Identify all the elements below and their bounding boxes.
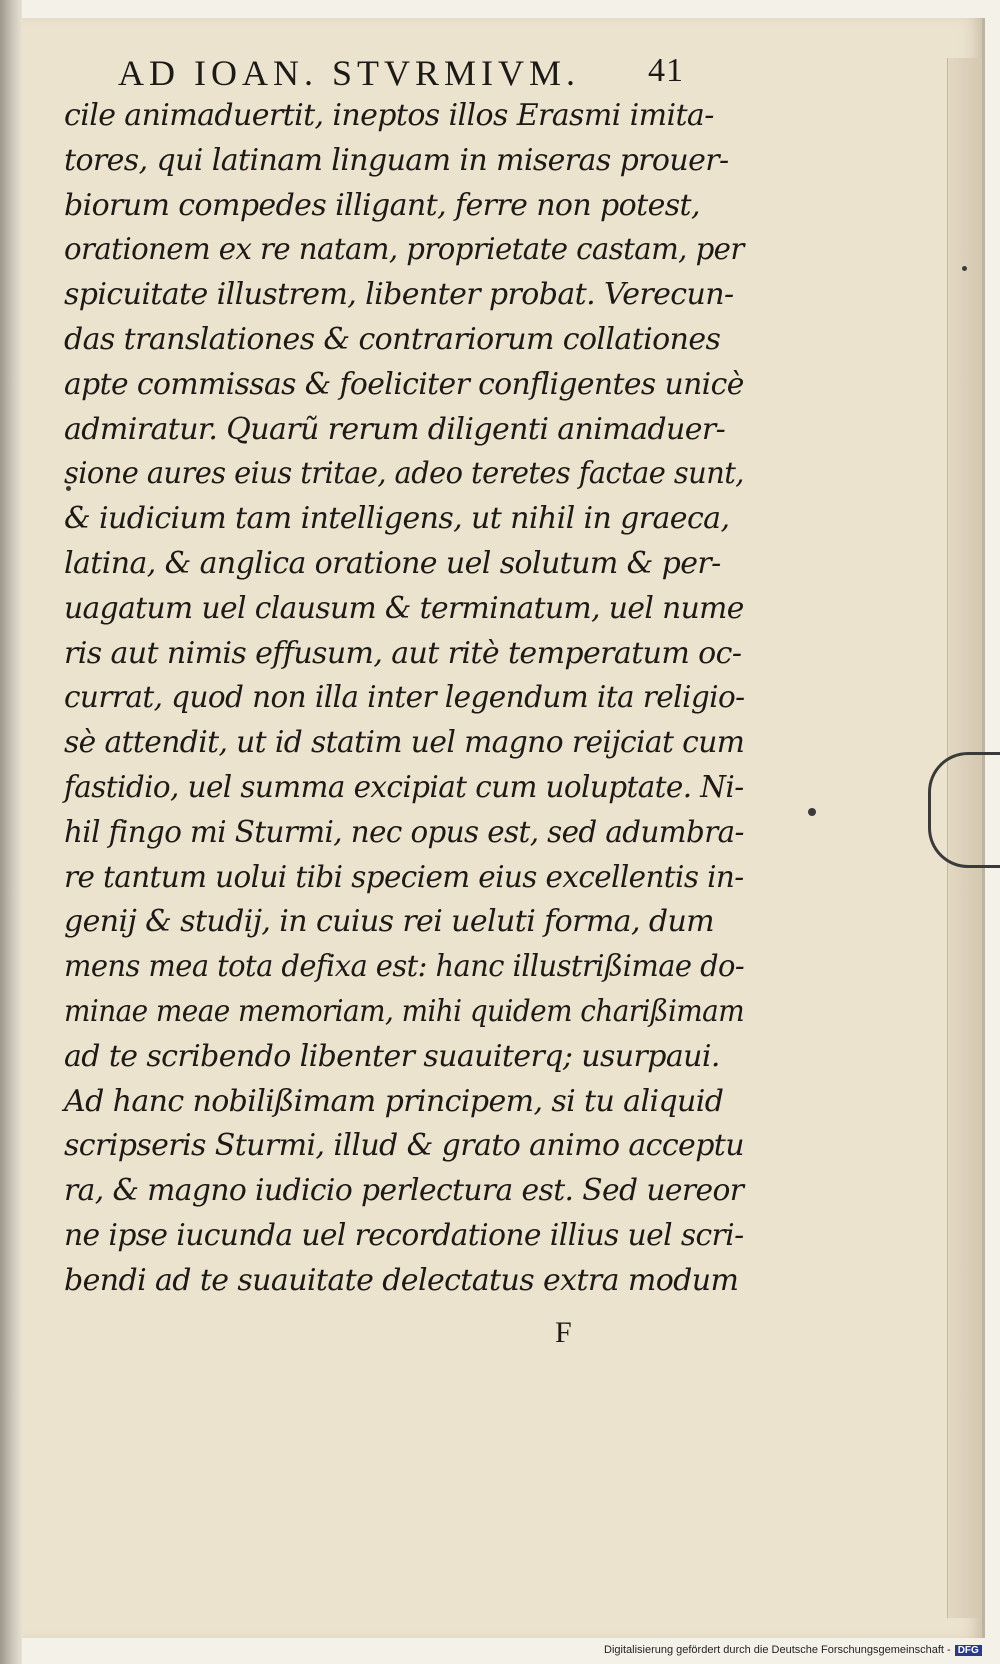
text-line: admiratur. Quarũ rerum diligenti animaduer- [64,411,726,447]
text-line: biorum compedes illigant, ferre non potest, [64,187,700,223]
text-line: sione aures eius tritae, adeo teretes factae sunt, [64,456,744,492]
text-line: spicuitate illustrem, libenter probat. Verecun- [64,277,734,313]
text-line: orationem ex re natam, proprietate castam, per [64,232,744,268]
dfg-logo: DFG [955,1645,982,1656]
book-gutter [0,0,22,1664]
text-line: das translationes & contrariorum collationes [64,321,721,357]
page-clip [928,752,1000,868]
ink-speck [962,266,967,271]
text-line: tores, qui latinam linguam in miseras prouer- [64,142,729,178]
text-line: fastidio, uel summa excipiat cum uoluptate. Ni- [64,769,744,805]
text-line: apte commissas & foeliciter confligentes unicè [64,366,744,402]
text-line: hil fingo mi Sturmi, nec opus est, sed adumbra- [64,814,744,850]
text-line: cile animaduertit, ineptos illos Erasmi imita- [64,98,714,133]
digitization-credit [604,1644,982,1656]
text-line: currat, quod non illa inter legendum ita religio- [64,680,745,716]
text-line: bendi ad te suauitate delectatus extra modum [64,1262,739,1298]
text-line: re tantum uolui tibi speciem eius excellentis in- [64,859,744,895]
page-number: 41 [648,52,684,89]
text-line: latina, & anglica oratione uel solutum & per- [64,545,721,581]
text-line: ris aut nimis effusum, aut ritè temperatum oc- [64,635,742,671]
ink-speck [808,808,816,816]
text-line: & iudicium tam intelligens, ut nihil in graeca, [64,501,730,537]
text-line: uagatum uel clausum & terminatum, uel nume [64,590,744,626]
text-line: ad te scribendo libenter suauiterq; usurpaui. [64,1038,720,1074]
credit-text: Digitalisierung gefördert durch die Deutsche Forschungsgemeinschaft - [604,1644,951,1656]
body-text [64,94,744,1304]
signature-mark: F [555,1316,572,1349]
running-title: AD IOAN. STVRMIVM. [118,53,581,93]
text-line: ne ipse iucunda uel recordatione illius uel scri- [64,1217,744,1253]
text-line: sè attendit, ut id statim uel magno reijciat cum [64,725,745,761]
running-header [118,52,718,94]
text-line: minae meae memoriam, mihi quidem charißimam [64,993,745,1029]
text-line: ra, & magno iudicio perlectura est. Sed uereor [64,1173,744,1209]
text-line: genij & studij, in cuius rei ueluti forma, dum [64,904,715,940]
text-line: mens mea tota defixa est: hanc illustrißimae do- [64,949,745,985]
text-line: Ad hanc nobilißimam principem, si tu aliquid [64,1083,724,1119]
text-line: scripseris Sturmi, illud & grato animo acceptu [64,1128,744,1164]
